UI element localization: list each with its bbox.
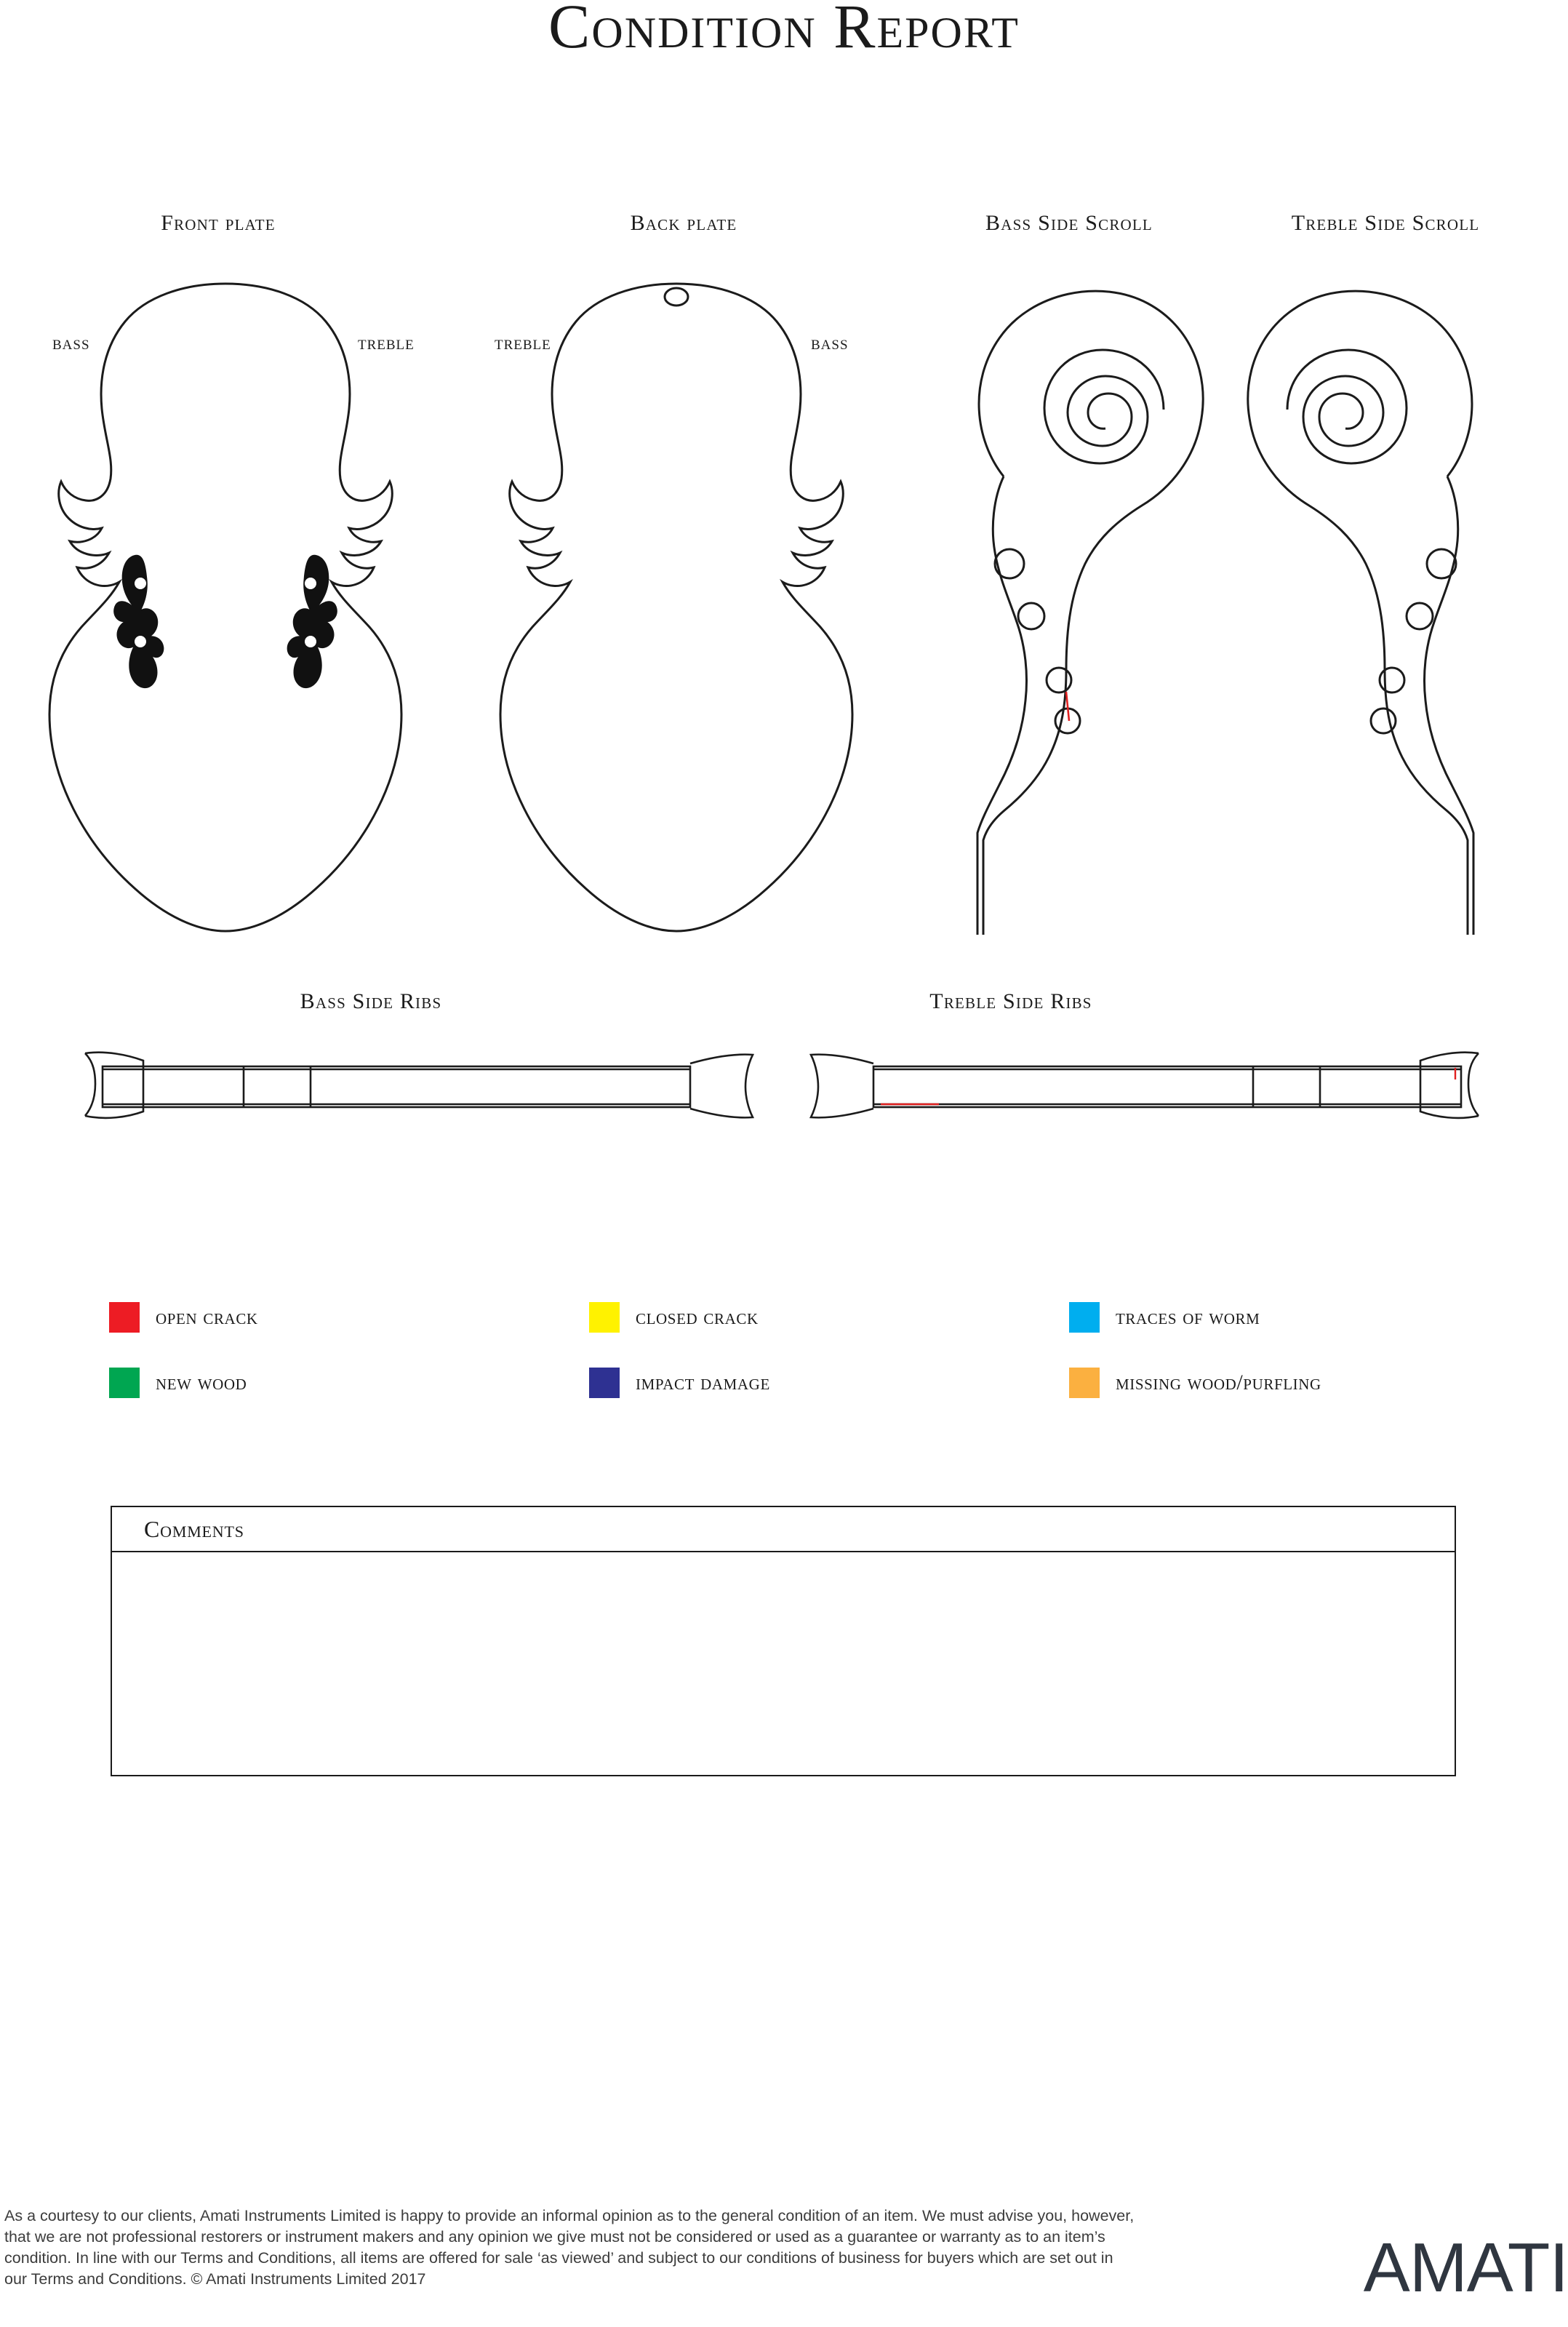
legend-item-open-crack[interactable] (109, 1302, 589, 1333)
swatch-open-crack (109, 1302, 140, 1333)
label-front-plate-treble: TREBLE (358, 338, 415, 353)
swatch-impact-damage (589, 1368, 620, 1398)
legend-item-closed-crack[interactable] (589, 1302, 1069, 1333)
legend-label-closed-crack: closed crack (636, 1305, 759, 1329)
legend-item-missing-wood[interactable] (1069, 1368, 1476, 1398)
amati-logo-text: AMATI (1363, 2229, 1568, 2307)
caption-back-plate: Back plate (630, 211, 737, 235)
swatch-missing-wood (1069, 1368, 1100, 1398)
amati-logo (1363, 2229, 1568, 2307)
legend-row-2 (109, 1368, 1476, 1398)
legend-item-new-wood[interactable] (109, 1368, 589, 1398)
caption-bass-side-scroll: Bass Side Scroll (985, 211, 1153, 235)
legend-label-open-crack: open crack (156, 1305, 258, 1329)
treble-side-ribs-diagram[interactable] (804, 1026, 1487, 1135)
damage-legend (109, 1302, 1476, 1433)
legend-label-missing-wood: missing wood/purfling (1116, 1370, 1321, 1394)
comments-box (111, 1506, 1456, 1776)
label-front-plate-bass: BASS (52, 338, 90, 353)
bass-scroll-red-mark (1066, 692, 1069, 721)
caption-treble-side-scroll: Treble Side Scroll (1291, 211, 1480, 235)
legend-label-traces-of-worm: traces of worm (1116, 1305, 1260, 1329)
label-back-plate-bass: BASS (811, 338, 849, 353)
back-plate-diagram[interactable] (480, 262, 873, 946)
caption-bass-side-ribs: Bass Side Ribs (300, 989, 442, 1013)
footer-disclaimer: As a courtesy to our clients, Amati Instruments Limited is happy to provide an informal opinion as to the general condition of an item. We must advise you, however, that we are not professional restorers or instrument makers and any opinion we give must not be considered or used as a guarantee or warranty as to an item’s condition. In line with our Terms and Conditions, all items are offered for sale ‘as viewed’ and subject to our conditions of business for buyers which are set out in our Terms and Conditions. © Amati Instruments Limited 2017 (4, 2207, 1135, 2288)
label-back-plate-treble: TREBLE (495, 338, 551, 353)
legend-label-impact-damage: impact damage (636, 1370, 770, 1394)
legend-row-1 (109, 1302, 1476, 1333)
caption-front-plate: Front plate (161, 211, 276, 235)
swatch-closed-crack (589, 1302, 620, 1333)
treble-ribs-red-marks (881, 1068, 1455, 1104)
page-title: Condition Report (548, 0, 1020, 61)
caption-treble-side-ribs: Treble Side Ribs (929, 989, 1092, 1013)
swatch-new-wood (109, 1368, 140, 1398)
legend-item-traces-of-worm[interactable] (1069, 1302, 1476, 1333)
page-footer (0, 2190, 1568, 2327)
comments-heading: Comments (112, 1507, 1455, 1552)
swatch-traces-of-worm (1069, 1302, 1100, 1333)
legend-item-impact-damage[interactable] (589, 1368, 1069, 1398)
treble-side-scroll-diagram[interactable] (1236, 258, 1527, 946)
bass-side-ribs-diagram[interactable] (76, 1026, 760, 1135)
legend-label-new-wood: new wood (156, 1370, 247, 1394)
bass-side-scroll-diagram[interactable] (924, 258, 1215, 946)
comments-input[interactable] (112, 1552, 1455, 1775)
front-plate-diagram[interactable] (29, 269, 422, 946)
